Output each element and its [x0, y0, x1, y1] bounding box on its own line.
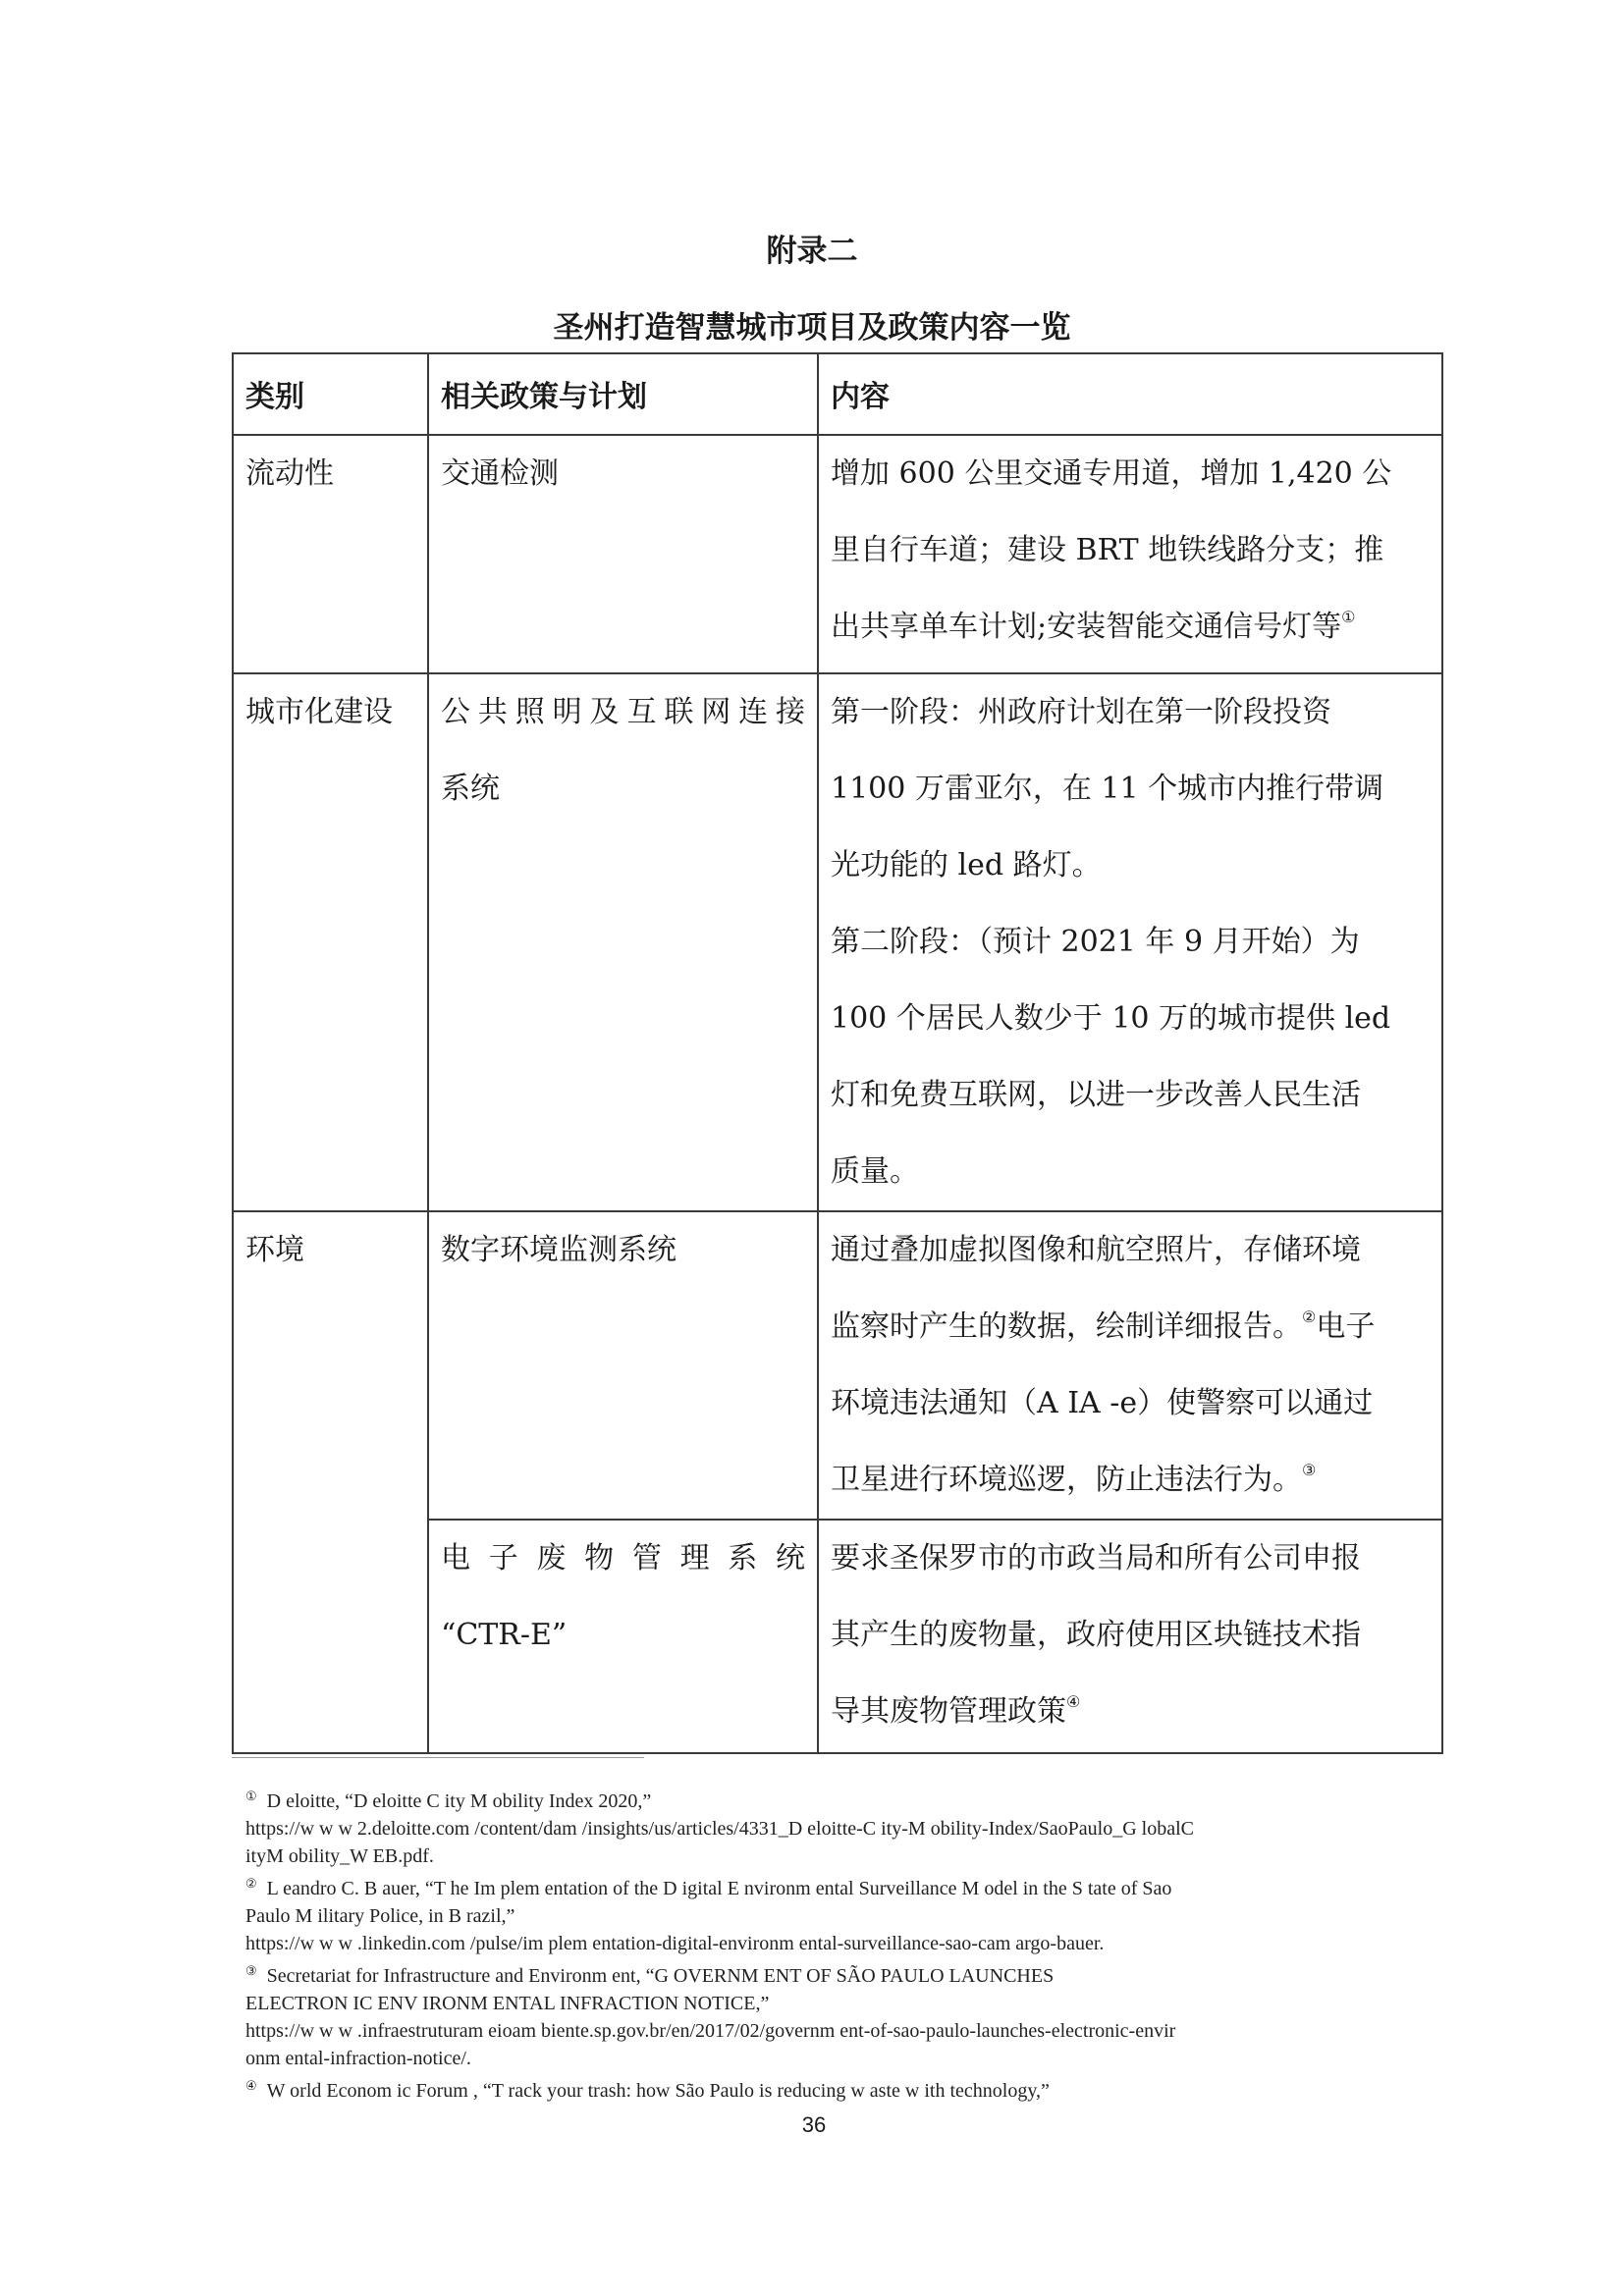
content-line: 灯和免费互联网，以进一步改善人民生活	[831, 1078, 1361, 1112]
footnote-text: W orld Econom ic Forum , “T rack your trash: how São Paulo is reducing w aste w ith technology,”	[266, 2080, 1050, 2102]
content-cell	[818, 435, 1442, 673]
footnote-line	[245, 1870, 1424, 1902]
content-text: 监察时产生的数据，绘制详细报告。	[831, 1309, 1302, 1344]
policy-table	[232, 352, 1443, 1754]
header-policy: 相关政策与计划	[428, 353, 818, 435]
content-cell	[818, 1520, 1442, 1753]
content-line: 质量。	[831, 1154, 919, 1189]
content-line: 1100 万雷亚尔，在 11 个城市内推行带调	[831, 772, 1384, 806]
footnote-ref[interactable]: ④	[1066, 1692, 1081, 1711]
policy-line: 公共照明及互联网连接	[441, 695, 805, 729]
category-cell: 流动性	[233, 435, 428, 673]
footnote-mark: ②	[245, 1876, 257, 1891]
footnote-line: ELECTRON IC ENV IRONM ENTAL INFRACTION NOTICE,”	[245, 1993, 770, 2014]
policy-cell	[428, 1520, 818, 1753]
footnote-ref[interactable]: ①	[1341, 608, 1356, 626]
footnote-text: L eandro C. B auer, “T he Im plem entation of the D igital E nvironm ental Surveillance M odel in the S tate of Sao	[266, 1878, 1172, 1899]
footnote-ref[interactable]: ②	[1302, 1308, 1317, 1326]
table-title: 圣州打造智慧城市项目及政策内容一览	[553, 310, 1071, 346]
content-text: 导其废物管理政策	[831, 1694, 1066, 1729]
content-text: 出共享单车计划;安装智能交通信号灯等	[831, 610, 1342, 644]
footnote-line[interactable]: https://w w w 2.deloitte.com /content/dam /insights/us/articles/4331_D eloitte-C ity-M obility-Index/SaoPaulo_G lobalC	[245, 1818, 1195, 1840]
table-header-row	[233, 353, 1442, 435]
footnote-line: Paulo M ilitary Police, in B razil,”	[245, 1905, 515, 1927]
footnote-line[interactable]: onm ental-infraction-notice/.	[245, 2048, 471, 2069]
footnotes	[245, 1783, 1424, 2105]
content-line	[831, 589, 1430, 666]
content-line	[831, 1674, 1430, 1750]
content-line: 光功能的 led 路灯。	[831, 848, 1102, 882]
table-row	[233, 673, 1442, 1211]
footnote-line[interactable]: https://w w w .linkedin.com /pulse/im plem entation-digital-environm ental-surveillance-sao-cam argo-bauer.	[245, 1933, 1105, 1954]
content-line: 要求圣保罗市的市政当局和所有公司申报	[831, 1541, 1361, 1575]
policy-line: 系统	[441, 772, 500, 806]
content-text: 电子	[1316, 1309, 1376, 1344]
content-cell	[818, 673, 1442, 1211]
footnote-line[interactable]: ityM obility_W EB.pdf.	[245, 1845, 434, 1867]
content-line	[831, 1442, 1430, 1519]
content-line: 里自行车道；建设 BRT 地铁线路分支；推	[831, 533, 1384, 567]
content-cell	[818, 1211, 1442, 1520]
content-line: 增加 600 公里交通专用道，增加 1,420 公	[831, 456, 1392, 491]
policy-cell: 数字环境监测系统	[428, 1211, 818, 1520]
header-category: 类别	[233, 353, 428, 435]
table-row	[233, 435, 1442, 673]
footnote-mark: ④	[245, 2078, 257, 2093]
footnote-mark: ①	[245, 1789, 257, 1803]
appendix-title: 附录二	[766, 234, 858, 269]
content-line: 第一阶段：州政府计划在第一阶段投资	[831, 695, 1331, 729]
content-line: 100 个居民人数少于 10 万的城市提供 led	[831, 1001, 1391, 1036]
footnote-separator	[232, 1757, 644, 1758]
policy-cell	[428, 673, 818, 1211]
table-row	[233, 1211, 1442, 1520]
footnote-line	[245, 1957, 1424, 1990]
policy-line: 电子废物管理系统	[441, 1541, 805, 1575]
header-content: 内容	[818, 353, 1442, 435]
category-cell: 城市化建设	[233, 673, 428, 1211]
footnote-line	[245, 2072, 1424, 2105]
policy-line: “CTR-E”	[441, 1618, 568, 1652]
footnote-line[interactable]: https://w w w .infraestruturam eioam biente.sp.gov.br/en/2017/02/governm ent-of-sao-paulo-launches-electronic-envir	[245, 2020, 1176, 2042]
category-cell: 环境	[233, 1211, 428, 1753]
content-line: 第二阶段：（预计 2021 年 9 月开始）为	[831, 925, 1360, 959]
content-line	[831, 1289, 1430, 1365]
content-line: 其产生的废物量，政府使用区块链技术指	[831, 1618, 1361, 1652]
policy-cell: 交通检测	[428, 435, 818, 673]
page-number: 36	[801, 2112, 827, 2137]
footnote-text: Secretariat for Infrastructure and Environm ent, “G OVERNM ENT OF SÃO PAULO LAUNCHES	[266, 1965, 1055, 1987]
content-line: 通过叠加虚拟图像和航空照片，存储环境	[831, 1233, 1361, 1267]
footnote-mark: ③	[245, 1963, 257, 1978]
content-text: 卫星进行环境巡逻，防止违法行为。	[831, 1463, 1302, 1497]
content-line: 环境违法通知（A IA -e）使警察可以通过	[831, 1386, 1374, 1420]
footnote-ref[interactable]: ③	[1302, 1461, 1317, 1479]
footnote-line	[245, 1783, 1424, 1815]
footnote-text: D eloitte, “D eloitte C ity M obility Index 2020,”	[266, 1790, 652, 1812]
